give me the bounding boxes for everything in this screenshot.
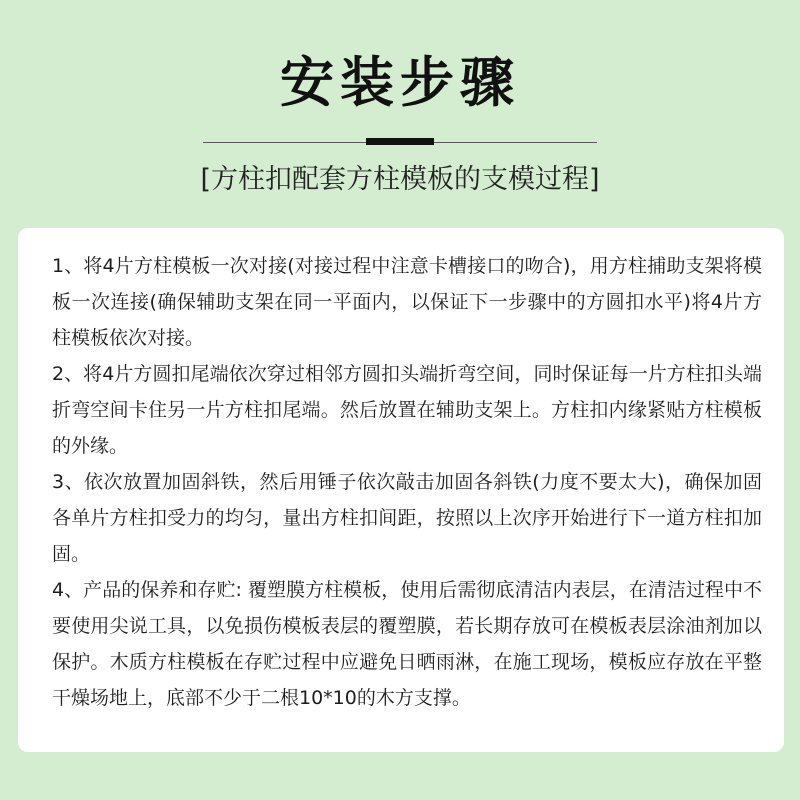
page-title: 安装步骤 (280, 51, 520, 114)
steps-card (18, 228, 784, 752)
step-4-text: 4、产品的保养和存贮: 覆塑膜方柱模板，使用后需彻底清洁内表层，在清洁过程中不要使用尖说工具，以免损伤模板表层的覆塑膜，若长期存放可在模板表层涂油剂加以保护。木质方柱模板在存贮过程中应避免日晒雨淋，在施工现场，模板应存放在平整干燥场地上，底部不少于二根10*10的木方支撑。 (52, 579, 762, 709)
page-subtitle: [方柱扣配套方柱模板的支模过程] (200, 164, 600, 195)
step-2-text: 2、将4片方圆扣尾端依次穿过相邻方圆扣头端折弯空间，同时保证每一片方柱扣头端折弯空间卡住另一片方柱扣尾端。然后放置在辅助支架上。方柱扣内缘紧贴方柱模板的外缘。 (52, 363, 762, 457)
step-1-text: 1、将4片方柱模板一次对接(对接过程中注意卡槽接口的吻合)，用方柱捕助支架将模板一次连接(确保辅助支架在同一平面内，以保证下一步骤中的方圆扣水平)将4片方柱模板依次对接。 (52, 255, 762, 349)
step-3-text: 3、依次放置加固斜铁，然后用锤子依次敲击加固各斜铁(力度不要太大)，确保加固各单片方柱扣受力的均匀，量出方柱扣间距，按照以上次序开始进行下一道方柱扣加固。 (52, 471, 762, 565)
title-divider-accent (366, 138, 434, 145)
